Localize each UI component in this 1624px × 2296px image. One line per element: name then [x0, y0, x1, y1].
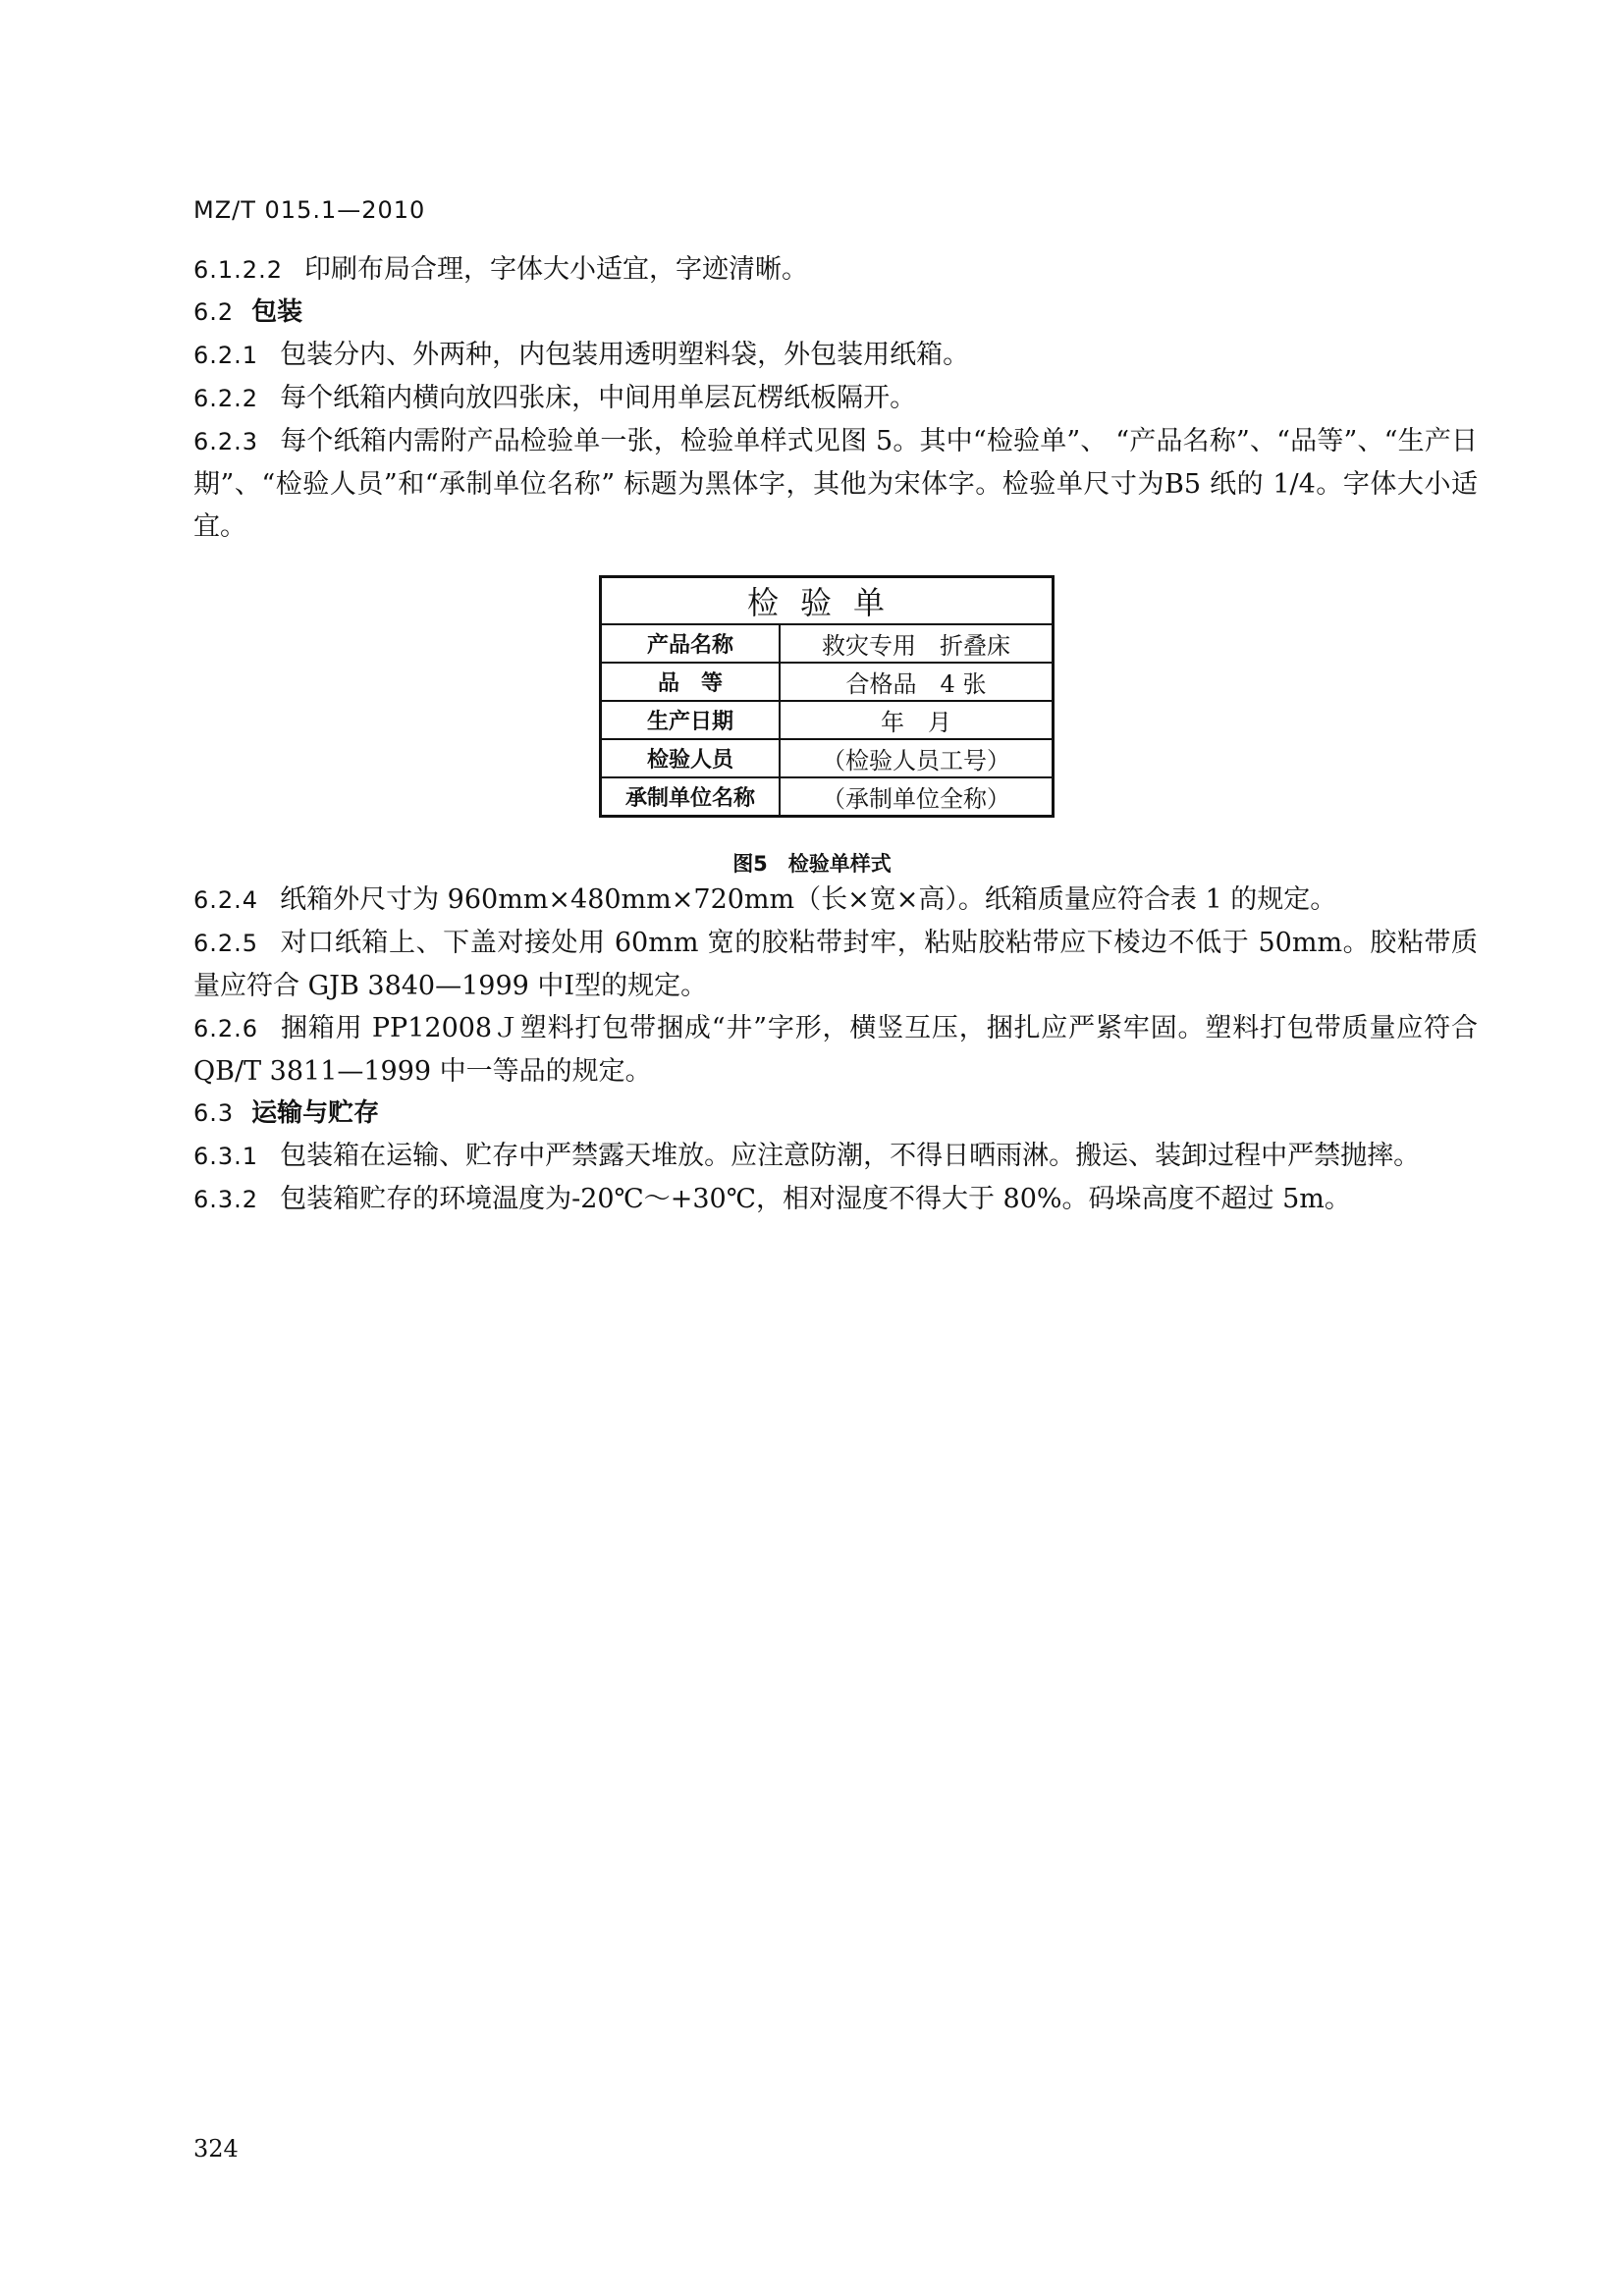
clause-number: 6.2: [193, 298, 235, 326]
clause-paragraph: [193, 1135, 1478, 1178]
clause-number: 6.2.4: [193, 886, 259, 914]
form-value: 年 月: [780, 701, 1054, 739]
clause-number: 6.2.3: [193, 428, 259, 455]
inspection-form-table: [599, 575, 1055, 818]
form-value: （承制单位全称）: [780, 777, 1054, 817]
text-block-bottom: [193, 879, 1478, 1221]
inspection-form-figure: [599, 575, 1055, 818]
form-label: 品 等: [601, 663, 781, 701]
text-block-top: [193, 248, 1478, 548]
form-title-row: [601, 577, 1054, 625]
standard-code-header: MZ/T 015.1—2010: [193, 196, 426, 224]
clause-paragraph: [193, 879, 1478, 922]
form-row: [601, 624, 1054, 663]
clause-number: 6.3.2: [193, 1186, 259, 1213]
clause-text: 包装箱在运输、贮存中严禁露天堆放。应注意防潮，不得日晒雨淋。搬运、装卸过程中严禁抛摔。: [280, 1141, 1421, 1171]
form-label: 检验人员: [601, 739, 781, 777]
clause-text: 包装分内、外两种，内包装用透明塑料袋，外包装用纸箱。: [280, 340, 970, 370]
clause-paragraph: [193, 420, 1478, 548]
form-label: 产品名称: [601, 624, 781, 663]
clause-paragraph: [193, 922, 1478, 1007]
clause-number: 6.2.1: [193, 342, 259, 369]
clause-number: 6.2.2: [193, 385, 259, 412]
clause-paragraph: [193, 377, 1478, 420]
clause-number: 6.2.6: [193, 1015, 259, 1042]
clause-text: 印刷布局合理，字体大小适宜，字迹清晰。: [303, 254, 808, 285]
form-label: 承制单位名称: [601, 777, 781, 817]
page-number: 324: [193, 2135, 239, 2163]
figure-caption: 图5 检验单样式: [732, 852, 892, 876]
form-row: [601, 663, 1054, 701]
form-value: 救灾专用 折叠床: [780, 624, 1054, 663]
clause-paragraph: [193, 248, 1478, 292]
form-label: 生产日期: [601, 701, 781, 739]
form-row: [601, 777, 1054, 817]
section-heading: [193, 292, 1478, 334]
clause-text: 每个纸箱内需附产品检验单一张，检验单样式见图 5。其中“检验单”、 “产品名称”、“品等”、“生产日期”、“检验人员”和“承制单位名称” 标题为黑体字，其他为宋体字。检验单尺寸为B5 纸的 1/4。字体大小适宜。: [193, 426, 1478, 542]
clause-text: 每个纸箱内横向放四张床，中间用单层瓦楞纸板隔开。: [280, 383, 917, 413]
heading-text: 运输与贮存: [251, 1098, 380, 1128]
clause-number: 6.3: [193, 1099, 235, 1127]
form-title: 检验单: [601, 577, 1054, 625]
clause-number: 6.3.1: [193, 1143, 259, 1170]
clause-text: 对口纸箱上、下盖对接处用 60mm 宽的胶粘带封牢，粘贴胶粘带应下棱边不低于 50mm。胶粘带质量应符合 GJB 3840—1999 中Ⅰ型的规定。: [193, 928, 1478, 1001]
heading-text: 包装: [251, 297, 303, 327]
clause-paragraph: [193, 334, 1478, 377]
form-value: （检验人员工号）: [780, 739, 1054, 777]
form-row: [601, 739, 1054, 777]
clause-number: 6.2.5: [193, 930, 259, 957]
clause-paragraph: [193, 1007, 1478, 1093]
form-row: [601, 701, 1054, 739]
clause-text: 包装箱贮存的环境温度为-20℃～+30℃，相对湿度不得大于 80%。码垛高度不超过 5m。: [280, 1184, 1351, 1214]
clause-text: 纸箱外尺寸为 960mm×480mm×720mm（长×宽×高）。纸箱质量应符合表 1 的规定。: [280, 884, 1337, 915]
clause-number: 6.1.2.2: [193, 256, 283, 284]
form-value: 合格品 4 张: [780, 663, 1054, 701]
clause-text: 捆箱用 PP12008Ｊ塑料打包带捆成“井”字形，横竖互压，捆扎应严紧牢固。塑料打包带质量应符合 QB/T 3811—1999 中一等品的规定。: [193, 1013, 1478, 1087]
clause-paragraph: [193, 1178, 1478, 1221]
section-heading: [193, 1093, 1478, 1135]
